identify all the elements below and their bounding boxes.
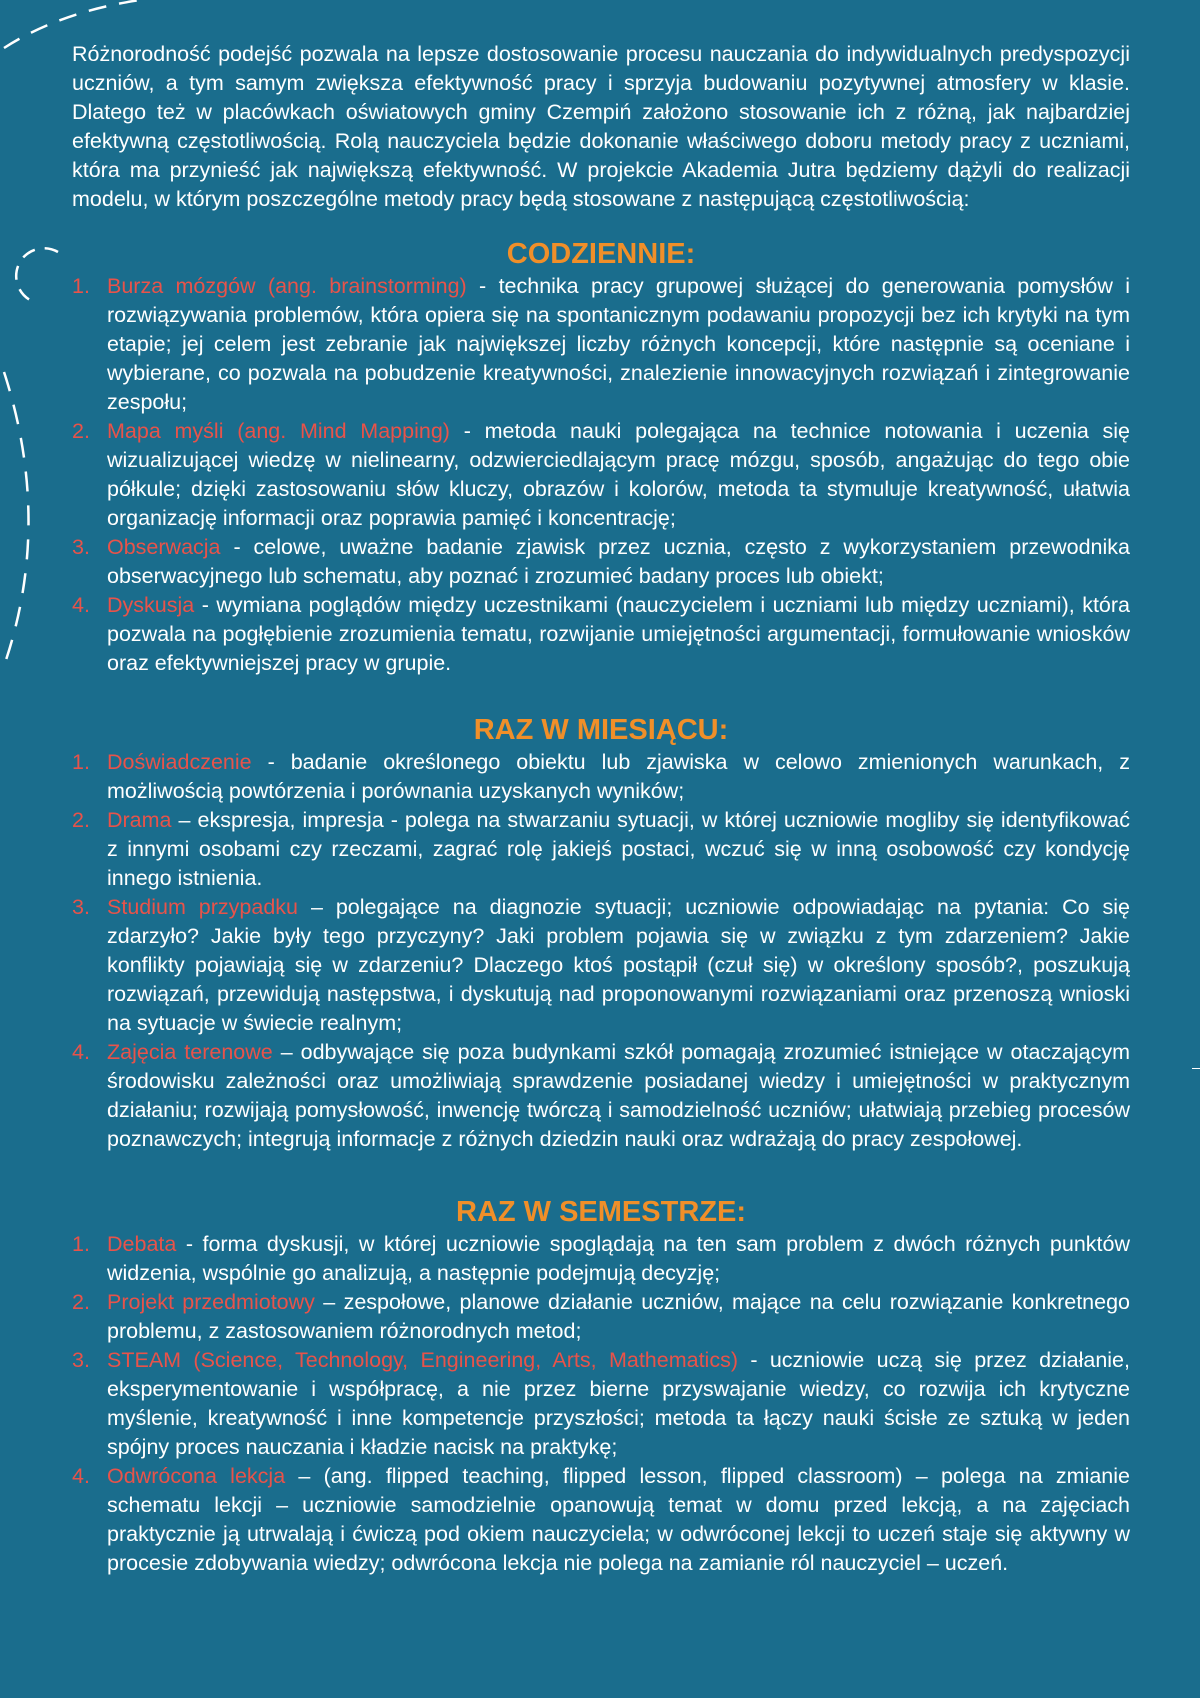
intro-paragraph: Różnorodność podejść pozwala na lepsze dostosowanie procesu nauczania do indywidualnych predyspozycji uczniów, a tym samym zwiększa efektywność pracy i sprzyja budowaniu pozytywnej atmosfery w klasie. Dlatego też w placówkach oświatowych gminy Czempiń założono stosowanie ich z różną, jak najbardziej efektywną częstotliwością. Rolą nauczyciela będzie dokonanie właściwego doboru metody pracy z uczniami, która ma przynieść jak największą efektywność. W projekcie Akademia Jutra będziemy dążyli do realizacji modelu, w którym poszczególne metody pracy będą stosowane z następującą częstotliwością: xyxy=(72,42,1130,211)
method-term: Projekt przedmiotowy xyxy=(107,1290,315,1314)
method-description: – zespołowe, planowe działanie uczniów, mające na celu rozwiązanie konkretnego problemu, z zastosowaniem różnorodnych metod; xyxy=(107,1290,1130,1343)
method-description: - metoda nauki polegająca na technice notowania i uczenia się wizualizującej wiedzę w nielinearny, odzwierciedlającym pracę mózgu, sposób, angażując do tego obie półkule; dzięki zastosowaniu słów kluczy, obrazów i kolorów, metoda ta stymuluje kreatywność, ułatwia organizację informacji oraz poprawia pamięć i koncentrację; xyxy=(107,419,1130,530)
list-item xyxy=(72,1288,1130,1346)
section-daily xyxy=(72,236,1130,678)
method-term: Doświadczenie xyxy=(107,750,252,774)
edge-line xyxy=(1192,1068,1200,1069)
item-number: 3. xyxy=(72,535,90,559)
list-item xyxy=(72,806,1130,893)
method-term: Odwrócona lekcja xyxy=(107,1464,286,1488)
method-description: - wymiana poglądów między uczestnikami (nauczycielem i uczniami lub między uczniami), która pozwala na pogłębienie zrozumienia tematu, rozwijanie umiejętności argumentacji, formułowanie wniosków oraz efektywniejszej pracy w grupie. xyxy=(107,593,1130,675)
list-item xyxy=(72,533,1130,591)
method-term: Studium przypadku xyxy=(107,895,299,919)
method-description: – odbywające się poza budynkami szkół pomagają zrozumieć istniejące w otaczającym środowisku zależności oraz umożliwiają sprawdzenie posiadanej wiedzy i umiejętności w praktycznym działaniu; rozwijają pomysłowość, inwencję twórczą i samodzielność uczniów; ułatwiają przebieg procesów poznawczych; integrują informacje z różnych dziedzin nauki oraz wdrażają do pracy zespołowej. xyxy=(107,1040,1130,1151)
method-term: Zajęcia terenowe xyxy=(107,1040,273,1064)
item-number: 4. xyxy=(72,1464,90,1488)
section-monthly xyxy=(72,712,1130,1154)
document-body xyxy=(72,40,1130,1578)
method-list-semester xyxy=(72,1230,1130,1578)
method-list-monthly xyxy=(72,748,1130,1154)
list-item xyxy=(72,1346,1130,1462)
section-title-daily: CODZIENNIE: xyxy=(506,238,696,270)
item-number: 4. xyxy=(72,1040,90,1064)
method-description: - forma dyskusji, w której uczniowie spoglądają na ten sam problem z dwóch różnych punktów widzenia, wspólnie go analizują, a następnie podejmują decyzję; xyxy=(107,1232,1130,1285)
item-number: 2. xyxy=(72,1290,90,1314)
method-list-daily xyxy=(72,272,1130,678)
list-item xyxy=(72,591,1130,678)
item-number: 3. xyxy=(72,1348,90,1372)
method-term: Debata xyxy=(107,1232,177,1256)
method-description: – ekspresja, impresja - polega na stwarzaniu sytuacji, w której uczniowie mogliby się identyfikować z innymi osobami czy rzeczami, zagrać rolę jakiejś postaci, wczuć się w inną osobowość czy kondycję innego istnienia. xyxy=(107,808,1130,890)
list-item xyxy=(72,272,1130,417)
list-item xyxy=(72,893,1130,1038)
method-description: - uczniowie uczą się przez działanie, eksperymentowanie i współpracę, a nie przez bierne przyswajanie wiedzy, co rozwija ich krytyczne myślenie, kreatywność i inne kompetencje przyszłości; metoda ta łączy nauki ścisłe ze sztuką w jeden spójny proces nauczania i kładzie nacisk na praktykę; xyxy=(107,1348,1130,1459)
method-description: - celowe, uważne badanie zjawisk przez ucznia, często z wykorzystaniem przewodnika obserwacyjnego lub schematu, aby poznać i zrozumieć badany proces lub obiekt; xyxy=(107,535,1130,588)
method-term: Drama xyxy=(107,808,172,832)
list-item xyxy=(72,1462,1130,1578)
list-item xyxy=(72,417,1130,533)
method-description: - technika pracy grupowej służącej do generowania pomysłów i rozwiązywania problemów, która opiera się na spontanicznym podawaniu propozycji bez ich krytyki na tym etapie; jej celem jest zebranie jak największej liczby różnych koncepcji, które następnie są oceniane i wybierane, co pozwala na pobudzenie kreatywności, znalezienie innowacyjnych rozwiązań i zintegrowanie zespołu; xyxy=(107,274,1130,414)
method-description: - badanie określonego obiektu lub zjawiska w celowo zmienionych warunkach, z możliwością powtórzenia i porównania uzyskanych wyników; xyxy=(107,750,1130,803)
list-item xyxy=(72,1038,1130,1154)
section-semester xyxy=(72,1194,1130,1578)
item-number: 4. xyxy=(72,593,90,617)
item-number: 3. xyxy=(72,895,90,919)
method-description: – polegające na diagnozie sytuacji; uczniowie odpowiadając na pytania: Co się zdarzyło? Jakie były tego przyczyny? Jaki problem pojawia się w związku z tym zdarzeniem? Jakie konflikty pojawiają się w zdarzeniu? Dlaczego ktoś postąpił (czuł się) w określony sposób?, poszukują rozwiązań, przewidują następstwa, i dyskutują nad proponowanymi rozwiązaniami oraz przenoszą wnioski na sytuacje w świecie realnym; xyxy=(107,895,1130,1035)
section-title-monthly: RAZ W MIESIĄCU: xyxy=(473,714,729,746)
method-term: Obserwacja xyxy=(107,535,221,559)
item-number: 2. xyxy=(72,808,90,832)
item-number: 1. xyxy=(72,1232,90,1256)
list-item xyxy=(72,748,1130,806)
method-description: – (ang. flipped teaching, flipped lesson, flipped classroom) – polega na zmianie schematu lekcji – uczniowie samodzielnie opanowują temat w domu przed lekcją, a na zajęciach praktycznie ją utrwalają i ćwiczą pod okiem nauczyciela; w odwróconej lekcji to uczeń staje się aktywny w procesie zdobywania wiedzy; odwrócona lekcja nie polega na zamianie ról nauczyciel – uczeń. xyxy=(107,1464,1130,1575)
list-item xyxy=(72,1230,1130,1288)
item-number: 1. xyxy=(72,274,90,298)
item-number: 1. xyxy=(72,750,90,774)
item-number: 2. xyxy=(72,419,90,443)
method-term: Mapa myśli (ang. Mind Mapping) xyxy=(107,419,450,443)
method-term: STEAM (Science, Technology, Engineering, Arts, Mathematics) xyxy=(107,1348,738,1372)
method-term: Dyskusja xyxy=(107,593,195,617)
method-term: Burza mózgów (ang. brainstorming) xyxy=(107,274,467,298)
section-title-semester: RAZ W SEMESTRZE: xyxy=(456,1196,746,1228)
